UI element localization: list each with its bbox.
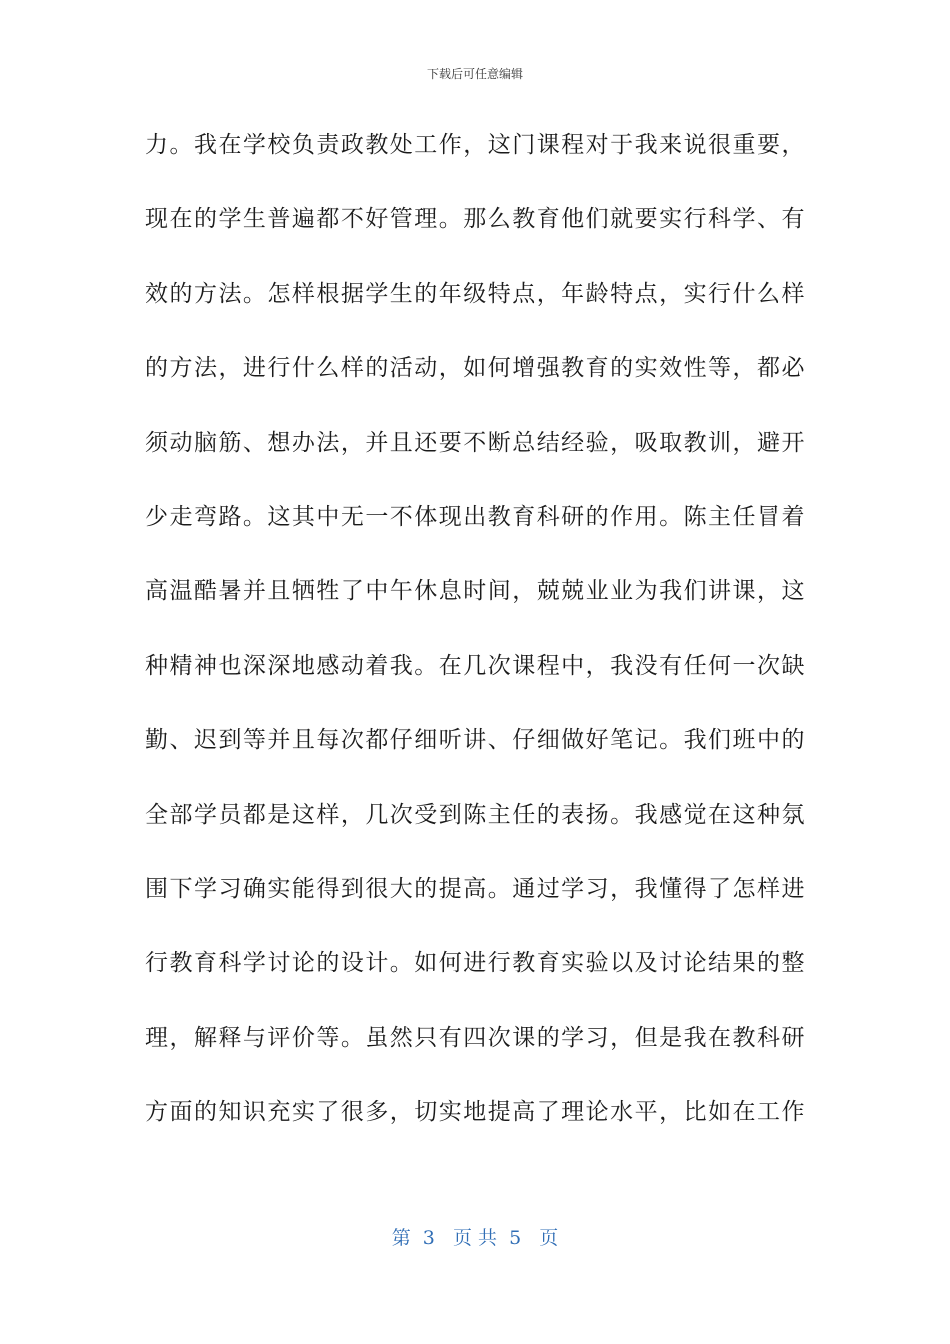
text-line: 须动脑筋、想办法，并且还要不断总结经验，吸取教训，避开 <box>145 429 805 456</box>
text-line: 力。我在学校负责政教处工作，这门课程对于我来说很重要， <box>145 132 805 158</box>
text-line: 理，解释与评价等。虽然只有四次课的学习，但是我在教科研 <box>145 1024 805 1051</box>
page-header: 下载后可任意编辑 <box>426 67 523 81</box>
text-line: 效的方法。怎样根据学生的年级特点，年龄特点，实行什么样 <box>145 280 805 307</box>
text-line: 围下学习确实能得到很大的提高。通过学习，我懂得了怎样进 <box>145 875 805 902</box>
text-line: 种精神也深深地感动着我。在几次课程中，我没有任何一次缺 <box>145 652 805 679</box>
text-line: 现在的学生普遍都不好管理。那么教育他们就要实行科学、有 <box>145 206 805 233</box>
text-line: 少走弯路。这其中无一不体现出教育科研的作用。陈主任冒着 <box>145 503 805 530</box>
body-text <box>145 118 805 1159</box>
text-line: 的方法，进行什么样的活动，如何增强教育的实效性等，都必 <box>145 355 805 382</box>
text-line: 勤、迟到等并且每次都仔细听讲、仔细做好笔记。我们班中的 <box>145 727 805 754</box>
text-line: 全部学员都是这样，几次受到陈主任的表扬。我感觉在这种氛 <box>145 801 805 828</box>
text-line: 方面的知识充实了很多，切实地提高了理论水平，比如在工作 <box>145 1099 805 1126</box>
text-line: 行教育科学讨论的设计。如何进行教育实验以及讨论结果的整 <box>145 950 805 977</box>
text-line: 高温酷暑并且牺牲了中午休息时间，兢兢业业为我们讲课，这 <box>145 578 805 605</box>
page-number-footer: 第 3 页 共 5 页 <box>391 1227 559 1249</box>
